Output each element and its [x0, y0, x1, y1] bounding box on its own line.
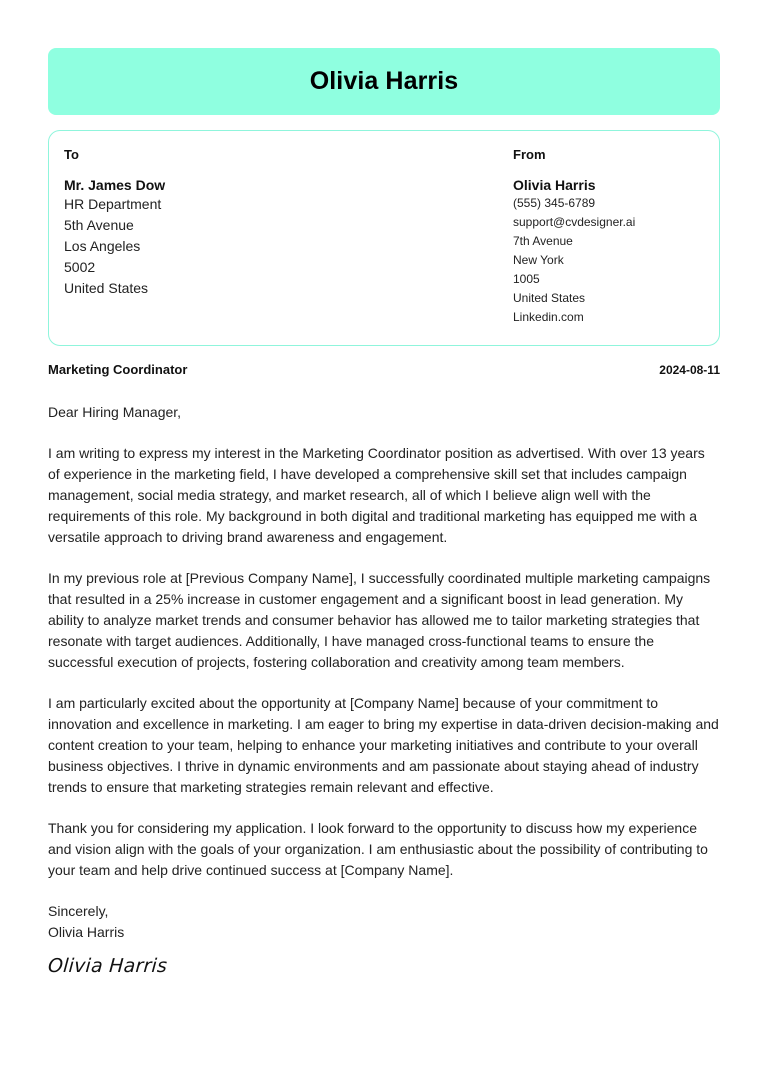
recipient-department: HR Department — [64, 196, 162, 212]
sender-city: New York — [513, 253, 564, 267]
body-paragraph: In my previous role at [Previous Company Name], I successfully coordinated multiple marketing campaigns that resulted in a 25% increase in customer engagement and a significant boost in lead generation. My ability to analyze market trends and consumer behavior has allowed me to tailor marketing strategies that resonate with target audiences. Additionally, I have managed cross-functional teams to ensure the successful execution of projects, fostering collaboration and creativity among team members. — [48, 570, 711, 670]
sender-phone: (555) 345-6789 — [513, 196, 596, 210]
letter-body — [48, 402, 720, 977]
body-paragraph: I am particularly excited about the opportunity at [Company Name] because of your commitment to innovation and excellence in marketing. I am eager to bring my expertise in data-driven decision-making and content creation to your team, helping to enhance your marketing initiatives and contribute to your overall business objectives. I thrive in dynamic environments and am passionate about staying ahead of industry trends to ensure that marketing strategies remain relevant and effective. — [48, 695, 719, 795]
letter-date: 2024-08-11 — [659, 363, 720, 377]
address-box — [48, 130, 720, 346]
to-label: To — [64, 147, 79, 162]
sender-linkedin: Linkedin.com — [513, 310, 584, 324]
body-paragraph: I am writing to express my interest in the Marketing Coordinator position as advertised. With over 13 years of experience in the marketing field, I have developed a comprehensive skill set that includes campaign management, social media strategy, and market research, all of which I believe align well with the requirements of this role. My background in both digital and traditional marketing has equipped me with a versatile approach to driving brand awareness and engagement. — [48, 445, 705, 545]
sender-email: support@cvdesigner.ai — [513, 215, 636, 229]
sender-block — [513, 147, 713, 327]
recipient-block — [64, 147, 424, 299]
header-banner — [48, 48, 720, 115]
recipient-postal-code: 5002 — [64, 259, 96, 275]
recipient-country: United States — [64, 280, 149, 296]
recipient-street: 5th Avenue — [64, 217, 134, 233]
body-paragraph: Thank you for considering my application. I look forward to the opportunity to discuss how my experience and vision align with the goals of your organization. I am enthusiastic about the possibility of contributing to your team and help drive continued success at [Company Name]. — [48, 820, 708, 878]
applicant-name-heading: Olivia Harris — [309, 67, 459, 95]
from-label: From — [513, 147, 546, 162]
closing-name: Olivia Harris — [48, 924, 125, 940]
sender-name: Olivia Harris — [513, 177, 596, 193]
recipient-city: Los Angeles — [64, 238, 141, 254]
recipient-name: Mr. James Dow — [64, 177, 166, 193]
job-title: Marketing Coordinator — [48, 362, 188, 377]
sender-postal-code: 1005 — [513, 272, 540, 286]
cover-letter-page — [48, 48, 720, 977]
letter-meta-row — [48, 362, 720, 379]
sender-street: 7th Avenue — [513, 234, 573, 248]
closing-phrase: Sincerely, — [48, 903, 109, 919]
signature: Olivia Harris — [47, 955, 168, 977]
greeting: Dear Hiring Manager, — [48, 404, 182, 420]
sender-country: United States — [513, 291, 586, 305]
